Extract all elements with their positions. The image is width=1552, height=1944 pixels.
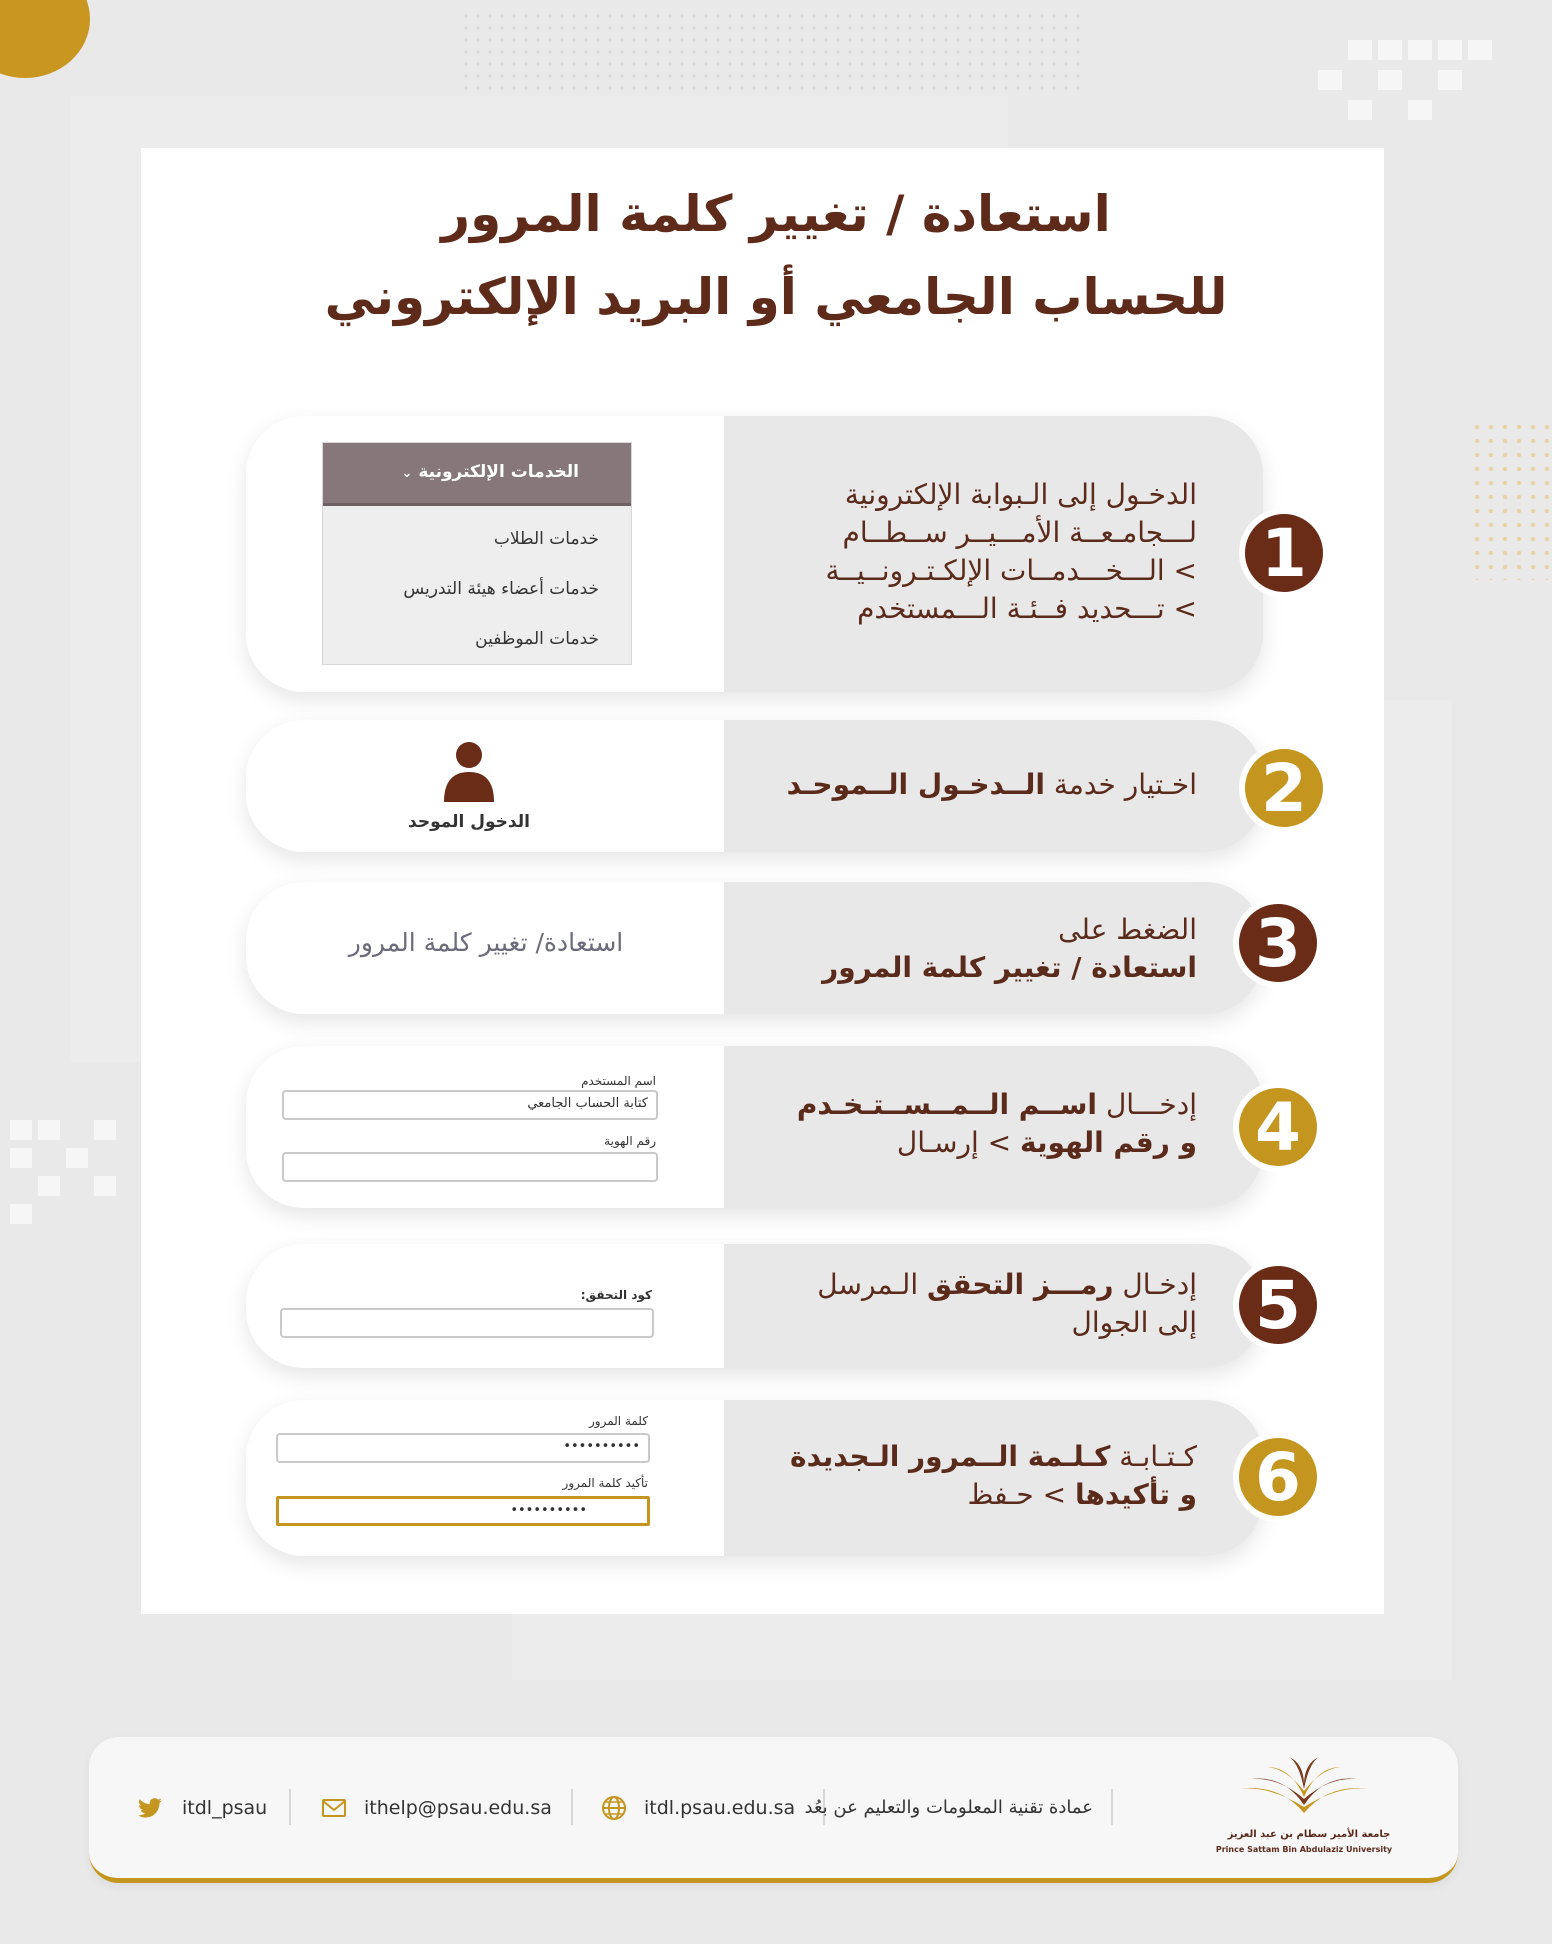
- menu-item-faculty[interactable]: خدمات أعضاء هيئة التدريس: [403, 579, 599, 599]
- step-4-card: [246, 1046, 1263, 1208]
- eservices-menu: [322, 442, 632, 665]
- pixel-decoration: [1408, 100, 1432, 120]
- step-6-illustration: [246, 1400, 724, 1556]
- step-5-line1: [817, 1266, 1197, 1304]
- footer-divider: [289, 1789, 291, 1825]
- step-3-line2: [822, 949, 1197, 987]
- step-6-text-panel: [724, 1400, 1263, 1556]
- twitter-handle[interactable]: itdl_psau: [182, 1797, 268, 1819]
- step-5-number-badge: 5: [1233, 1260, 1323, 1350]
- step-3-illustration: [246, 882, 724, 1014]
- step-1-line: لـــجامـعــة الأمـــيــر ســطــام: [842, 516, 1197, 549]
- step-4-illustration: [246, 1046, 724, 1208]
- username-label: اسم المستخدم: [581, 1074, 656, 1088]
- step-4-text-panel: [724, 1046, 1263, 1208]
- step-6-line2-plain: > حـفظ: [967, 1478, 1075, 1511]
- step-4-number-badge: 4: [1233, 1082, 1323, 1172]
- step-5-line1-plain-end: الـمرسل: [817, 1268, 927, 1301]
- pixel-decoration: [1438, 70, 1462, 90]
- step-6-line2: [790, 1476, 1197, 1514]
- step-2-description: [787, 766, 1197, 804]
- twitter-icon: [137, 1795, 163, 1821]
- dot-pattern: [460, 10, 1080, 96]
- step-6-description: [790, 1438, 1197, 1514]
- gold-circle-decoration: [0, 0, 90, 78]
- step-2-card: [246, 720, 1263, 852]
- step-5-line2: إلى الجوال: [1071, 1306, 1197, 1339]
- verification-code-label: كود التحقق:: [580, 1288, 652, 1302]
- pixel-decoration: [94, 1176, 116, 1196]
- step-1-illustration: [246, 416, 724, 692]
- step-1-line: الدخـول إلى الـبوابة الإلكترونية: [844, 478, 1197, 511]
- unified-login-label[interactable]: الدخول الموحد: [408, 812, 530, 832]
- username-field[interactable]: كتابة الحساب الجامعي: [282, 1090, 658, 1120]
- user-icon: [442, 740, 496, 804]
- menu-item-employees[interactable]: خدمات الموظفين: [475, 629, 599, 649]
- step-6-line1: [790, 1438, 1197, 1476]
- step-6-line2-bold: و تأكيدها: [1075, 1478, 1197, 1511]
- step-4-line1-bold: اســم الــمــســتـخـدم: [796, 1088, 1098, 1121]
- pixel-decoration: [1348, 40, 1372, 60]
- footer-divider: [571, 1789, 573, 1825]
- password-field[interactable]: ••••••••••: [276, 1433, 650, 1463]
- deanship-name: عمادة تقنية المعلومات والتعليم عن بعُد: [804, 1797, 1093, 1818]
- pixel-decoration: [10, 1204, 32, 1224]
- pixel-decoration: [1378, 70, 1402, 90]
- pixel-decoration: [1318, 70, 1342, 90]
- step-6-line1-bold: كـلـمة الــمرور الـجديدة: [790, 1440, 1111, 1473]
- pixel-decoration: [10, 1148, 32, 1168]
- pixel-decoration: [1408, 40, 1432, 60]
- step-3-line2-bold: استعادة / تغيير كلمة المرور: [822, 951, 1197, 984]
- id-number-label: رقم الهوية: [604, 1134, 656, 1148]
- page-title-line1: استعادة / تغيير كلمة المرور: [441, 185, 1111, 243]
- step-6-number-badge: 6: [1233, 1432, 1323, 1522]
- university-name-english: Prince Sattam Bin Abdulaziz University: [1215, 1845, 1393, 1854]
- step-3-line1: الضغط على: [1058, 913, 1197, 946]
- pixel-decoration: [38, 1176, 60, 1196]
- step-5-text-panel: [724, 1244, 1263, 1368]
- step-1-line: > تـــحديد فــئـة الـــمستخدم: [857, 592, 1197, 625]
- verification-code-field[interactable]: [280, 1308, 654, 1338]
- pixel-decoration: [10, 1120, 32, 1140]
- step-5-card: [246, 1244, 1263, 1368]
- step-3-card: [246, 882, 1263, 1014]
- step-1-number-badge: 1: [1239, 508, 1329, 598]
- id-number-field[interactable]: [282, 1152, 658, 1182]
- eservices-menu-title: الخدمات الإلكترونية: [418, 462, 579, 482]
- step-4-line2: [797, 1124, 1197, 1162]
- globe-icon: [601, 1795, 627, 1821]
- password-label: كلمة المرور: [588, 1414, 648, 1428]
- pixel-decoration: [1378, 40, 1402, 60]
- pixel-decoration: [1348, 100, 1372, 120]
- step-2-text-bold: الــدخـول الــموحـد: [786, 768, 1045, 801]
- step-1-text-panel: [724, 416, 1263, 692]
- step-6-line1-plain: كـتـابـة: [1110, 1440, 1197, 1473]
- pixel-decoration: [1438, 40, 1462, 60]
- website-link[interactable]: itdl.psau.edu.sa: [644, 1797, 796, 1819]
- mail-icon: [321, 1795, 347, 1821]
- step-4-description: [797, 1086, 1197, 1162]
- pixel-decoration: [38, 1120, 60, 1140]
- eservices-menu-header[interactable]: [323, 443, 631, 506]
- page-title-line2: للحساب الجامعي أو البريد الإلكتروني: [324, 268, 1228, 326]
- step-2-text-panel: [724, 720, 1263, 852]
- step-4-line2-plain: > إرسـال: [896, 1126, 1021, 1159]
- university-name-arabic: جامعة الأمير سطام بن عبد العزيز: [1227, 1829, 1391, 1840]
- step-5-line1-plain: إدخـال: [1113, 1268, 1197, 1301]
- pixel-decoration: [66, 1148, 88, 1168]
- step-3-number-badge: 3: [1233, 898, 1323, 988]
- step-3-description: [822, 911, 1197, 987]
- support-email[interactable]: ithelp@psau.edu.sa: [364, 1797, 552, 1819]
- footer-divider: [1111, 1789, 1113, 1825]
- step-4-line1-plain: إدخـــال: [1097, 1088, 1197, 1121]
- step-2-text-plain: اخـتيار خدمة: [1044, 768, 1197, 801]
- step-5-line1-bold: رمـــز التحقق: [927, 1268, 1114, 1301]
- footer-bar: [89, 1737, 1458, 1883]
- pixel-decoration: [94, 1120, 116, 1140]
- reset-password-link[interactable]: استعادة/ تغيير كلمة المرور: [348, 928, 624, 957]
- menu-item-students[interactable]: خدمات الطلاب: [493, 529, 599, 549]
- gold-dot-pattern: [1470, 420, 1552, 580]
- step-2-illustration: [246, 720, 724, 852]
- step-2-number-badge: 2: [1239, 743, 1329, 833]
- step-1-description: [826, 476, 1198, 628]
- confirm-password-field[interactable]: ••••••••••: [276, 1496, 650, 1526]
- step-5-illustration: [246, 1244, 724, 1368]
- chevron-down-icon: ⌄: [401, 466, 413, 481]
- step-1-line: > الـــخـــدمــات الإلكـتـرونــيــة: [825, 554, 1197, 587]
- confirm-password-label: تأكيد كلمة المرور: [562, 1476, 648, 1490]
- pixel-decoration: [1468, 40, 1492, 60]
- step-1-card: [246, 416, 1263, 692]
- step-4-line2-bold: و رقم الهوية: [1020, 1126, 1197, 1159]
- main-card: [141, 148, 1384, 1614]
- university-logo-icon: [1229, 1753, 1379, 1823]
- step-5-description: [817, 1266, 1197, 1342]
- step-4-line1: [797, 1086, 1197, 1124]
- step-6-card: [246, 1400, 1263, 1556]
- step-3-text-panel: [724, 882, 1263, 1014]
